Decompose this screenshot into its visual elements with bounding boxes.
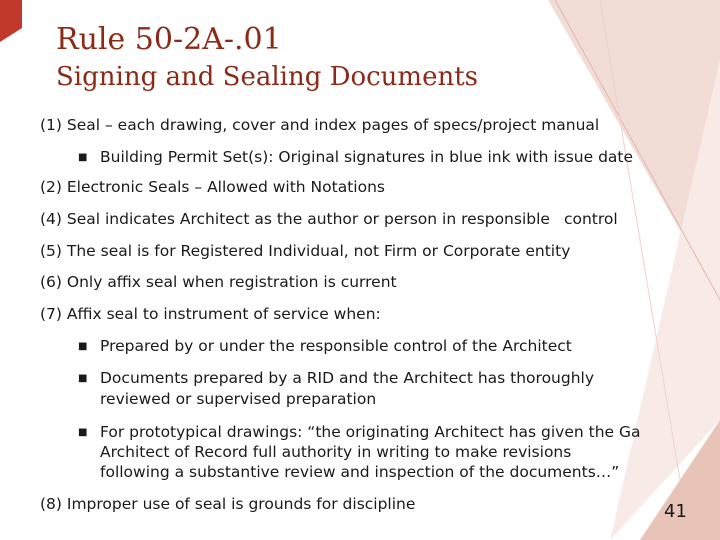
list-subitem: Documents prepared by a RID and the Architect has thoroughly <box>100 369 595 387</box>
list-item: (5) The seal is for Registered Individual, not Firm or Corporate entity <box>40 242 571 260</box>
bullet-icon: ■ <box>78 152 88 163</box>
bullet-icon: ■ <box>78 373 88 384</box>
list-subitem-continued: reviewed or supervised preparation <box>100 390 377 408</box>
bullet-icon: ■ <box>78 341 88 352</box>
list-item-text: (4) Seal indicates Architect as the author or person in responsible <box>40 210 550 228</box>
list-item: (8) Improper use of seal is grounds for discipline <box>40 495 416 513</box>
list-item-text-continued: control <box>563 210 618 228</box>
list-subitem-continued: following a substantive review and inspection of the documents…” <box>100 463 620 481</box>
page-number: 41 <box>664 501 687 522</box>
list-item: (1) Seal – each drawing, cover and index pages of specs/project manual <box>40 116 600 134</box>
accent-triangle-left <box>0 0 22 42</box>
list-subitem: For prototypical drawings: “the originating Architect has given the Ga <box>100 423 641 441</box>
list-subitem: Prepared by or under the responsible control of the Architect <box>100 337 572 355</box>
list-subitem-continued: Architect of Record full authority in writing to make revisions <box>100 443 572 461</box>
slide-title: Rule 50-2A-.01 <box>56 22 282 57</box>
bullet-icon: ■ <box>78 427 88 438</box>
list-item: (7) Affix seal to instrument of service when: <box>40 305 381 323</box>
list-item: (6) Only affix seal when registration is current <box>40 273 397 291</box>
list-subitem: Building Permit Set(s): Original signatures in blue ink with issue date <box>100 148 634 166</box>
list-item <box>40 209 618 229</box>
slide-subtitle: Signing and Sealing Documents <box>56 62 479 92</box>
list-item: (2) Electronic Seals – Allowed with Notations <box>40 178 385 196</box>
